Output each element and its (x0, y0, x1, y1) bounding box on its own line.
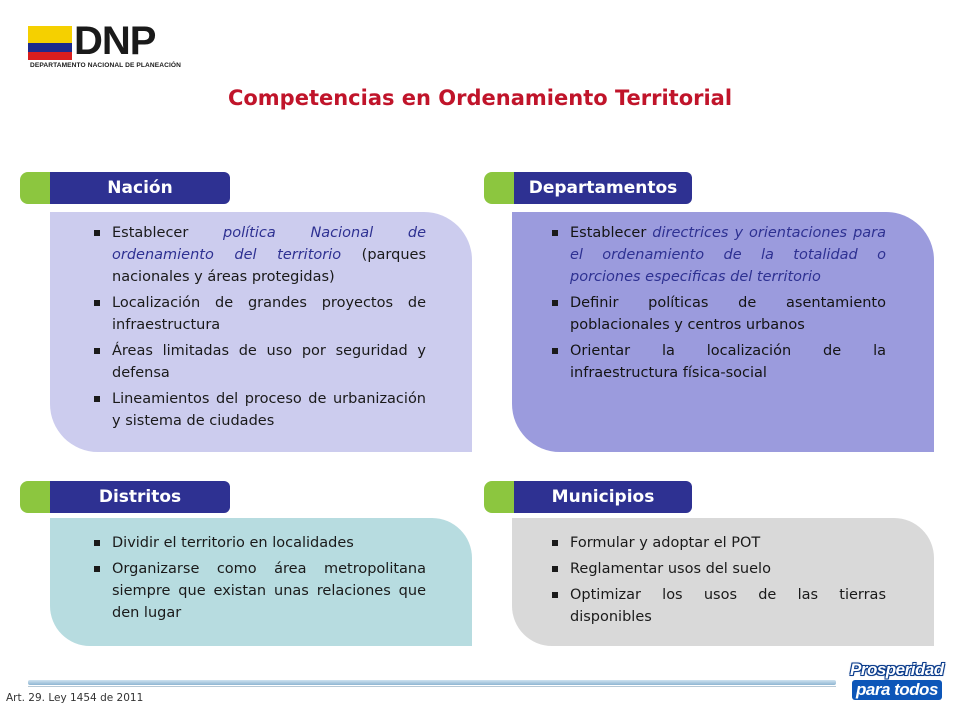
list-item-text-pre: Optimizar los usos de las tierras disponibles (570, 587, 886, 625)
list-item (88, 388, 426, 432)
tab-municipios (484, 481, 694, 513)
footer-rule (28, 680, 836, 685)
departamentos-box (512, 212, 934, 452)
list-item-text-pre: Localización de grandes proyectos de infraestructura (112, 295, 426, 333)
municipios-list (546, 532, 886, 628)
list-item-text-em: política Nacional de ordenamiento del territorio (112, 225, 426, 263)
list-item-text-pre: Reglamentar usos del suelo (570, 561, 771, 577)
list-item-text-pre: Dividir el territorio en localidades (112, 535, 354, 551)
list-item-text-em: directrices y orientaciones para el ordenamiento de la totalidad o porciones especificas del territorio (570, 225, 887, 285)
logo-text: DNP (74, 19, 156, 63)
tab-departamentos (484, 172, 694, 204)
list-item (88, 222, 426, 288)
list-item-text-pre: Organizarse como área metropolitana siempre que existan unas relaciones que den lugar (112, 561, 426, 621)
tab-label: Distritos (50, 481, 230, 513)
departamentos-list (546, 222, 886, 384)
distritos-list (88, 532, 426, 624)
tab-label: Municipios (514, 481, 692, 513)
list-item (546, 222, 886, 288)
colombia-flag-icon (28, 26, 72, 60)
list-item (546, 558, 886, 580)
list-item (88, 340, 426, 384)
list-item (546, 532, 886, 554)
nacion-list (88, 222, 426, 432)
dnp-logo (28, 19, 188, 70)
list-item (88, 558, 426, 624)
tab-distritos (20, 481, 230, 513)
page-title: Competencias en Ordenamiento Territorial (227, 86, 733, 110)
list-item-text-pre: Lineamientos del proceso de urbanización y sistema de ciudades (112, 391, 426, 429)
tab-nacion (20, 172, 230, 204)
list-item-text-post: (parques nacionales y áreas protegidas) (112, 247, 426, 285)
list-item (88, 292, 426, 336)
footer-rule-line (28, 686, 836, 687)
municipios-box (512, 518, 934, 646)
nacion-box (50, 212, 472, 452)
list-item (546, 292, 886, 336)
prosperidad-logo (846, 656, 946, 708)
list-item-text-pre: Áreas limitadas de uso por seguridad y defensa (112, 343, 426, 381)
logo-subtitle: DEPARTAMENTO NACIONAL DE PLANEACIÓN (30, 62, 182, 69)
badge-line2: para todos (852, 680, 942, 700)
footer-note: Art. 29. Ley 1454 de 2011 (6, 692, 144, 704)
list-item-text-pre: Definir políticas de asentamiento poblacionales y centros urbanos (570, 295, 886, 333)
tab-label: Nación (50, 172, 230, 204)
list-item-text-pre: Establecer (112, 225, 224, 241)
list-item-text-pre: Formular y adoptar el POT (570, 535, 761, 551)
badge-line1: Prosperidad (850, 660, 944, 679)
list-item (546, 584, 886, 628)
list-item-text-pre: Establecer (570, 225, 653, 241)
list-item (88, 532, 426, 554)
distritos-box (50, 518, 472, 646)
tab-label: Departamentos (514, 172, 692, 204)
list-item-text-pre: Orientar la localización de la infraestructura física-social (570, 343, 886, 381)
list-item (546, 340, 886, 384)
